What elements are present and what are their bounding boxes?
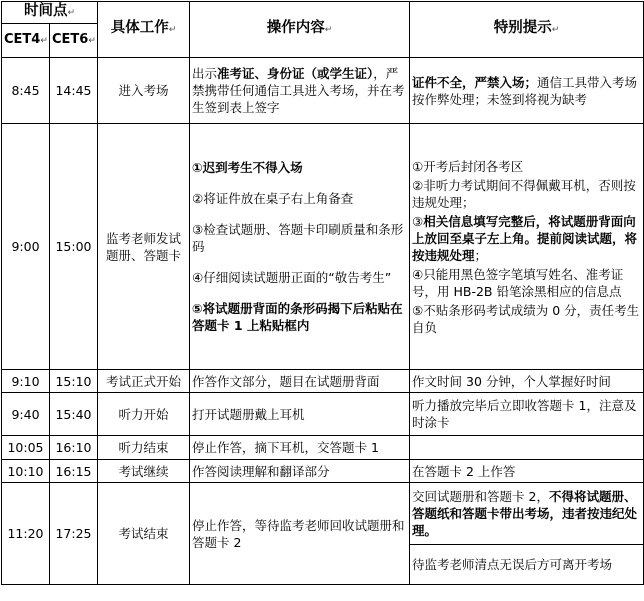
cet6-time: 14:45 — [50, 58, 98, 124]
tip-cell: 交回试题册和答题卡 2，不得将试题册、答题纸和答题卡带出考场，违者按违纪处理。 — [410, 483, 644, 545]
table-row — [2, 393, 644, 436]
op-item: ②将证件放在桌子右上角备查 — [192, 191, 354, 206]
operation-cell — [190, 124, 410, 370]
cet6-time: 15:00 — [50, 124, 98, 370]
header-time-point: 时间点↵ — [2, 2, 98, 24]
work-cell: 考试结束 — [98, 483, 190, 585]
table-row — [2, 370, 644, 393]
op-item: ⑤将试题册背面的条形码揭下后粘贴在答题卡 1 上粘贴框内 — [192, 301, 403, 333]
op-item: ③检查试题册、答题卡印刷质量和条形码 — [192, 222, 404, 254]
tip-cell — [410, 124, 644, 370]
cet6-time: 15:10 — [50, 370, 98, 393]
operation-cell: 打开试题册戴上耳机 — [190, 393, 410, 436]
tip-item: ②非听力考试期间不得佩戴耳机，否则按违规处理； — [412, 177, 636, 210]
tip-cell: 证件不全，严禁入场；通信工具带入考场按作弊处理；未签到将视为缺考 — [410, 58, 644, 124]
tip-cell: 待监考老师清点无误后方可离开考场 — [410, 545, 644, 585]
tip-cell — [410, 436, 644, 460]
cet4-time: 11:20 — [2, 483, 50, 585]
operation-cell: 作答阅读理解和翻译部分 — [190, 460, 410, 483]
header-tips: 特别提示↵ — [410, 2, 644, 58]
header-cet6: CET6↵ — [50, 24, 98, 58]
op-item: ④仔细阅读试题册正面的“敬告考生” — [192, 270, 392, 285]
work-cell: 听力结束 — [98, 436, 190, 460]
cet4-time: 10:05 — [2, 436, 50, 460]
cet6-time: 17:25 — [50, 483, 98, 585]
table-row — [2, 58, 644, 124]
table-row — [2, 124, 644, 370]
work-cell: 监考老师发试题册、答题卡 — [98, 124, 190, 370]
operation-cell: 停止作答，摘下耳机，交答题卡 1 — [190, 436, 410, 460]
operation-cell: 停止作答，等待监考老师回收试题册和答题卡 2 — [190, 483, 410, 585]
tip-item: ④只能用黑色签字笔填写姓名、准考证号，用 HB-2B 铅笔涂黑相应的信息点 — [412, 266, 624, 299]
op-item: ①迟到考生不得入场 — [192, 160, 303, 175]
tip-item: ⑤不贴条形码考试成绩为 0 分，责任考生自负 — [412, 302, 640, 335]
cet6-time: 15:40 — [50, 393, 98, 436]
operation-cell: 出示准考证、身份证（或学生证），严禁携带任何通信工具进入考场，并在考生签到表上签字 — [190, 58, 410, 124]
cet4-time: 9:00 — [2, 124, 50, 370]
tip-cell: 在答题卡 2 上作答 — [410, 460, 644, 483]
work-cell: 考试正式开始 — [98, 370, 190, 393]
tip-cell: 听力播放完毕后立即收答题卡 1，注意及时涂卡 — [410, 393, 644, 436]
work-cell: 进入考场 — [98, 58, 190, 124]
cet4-time: 10:10 — [2, 460, 50, 483]
tip-cell: 作文时间 30 分钟，个人掌握好时间 — [410, 370, 644, 393]
cet6-time: 16:15 — [50, 460, 98, 483]
exam-schedule-table — [1, 1, 644, 585]
table-row — [2, 483, 644, 545]
header-cet4: CET4↵ — [2, 24, 50, 58]
cet4-time: 8:45 — [2, 58, 50, 124]
cet4-time: 9:10 — [2, 370, 50, 393]
table-row — [2, 436, 644, 460]
cet6-time: 16:10 — [50, 436, 98, 460]
operation-cell: 作答作文部分，题目在试题册背面 — [190, 370, 410, 393]
header-operation: 操作内容↵ — [190, 2, 410, 58]
work-cell: 听力开始 — [98, 393, 190, 436]
header-work: 具体工作↵ — [98, 2, 190, 58]
work-cell: 考试继续 — [98, 460, 190, 483]
table-row — [2, 460, 644, 483]
cet4-time: 9:40 — [2, 393, 50, 436]
tip-item: ③相关信息填写完整后，将试题册背面向上放回至桌子左上角。提前阅读试题，将按违规处理； — [412, 213, 638, 263]
tip-item: ①开考后封闭各考区 — [412, 158, 524, 174]
